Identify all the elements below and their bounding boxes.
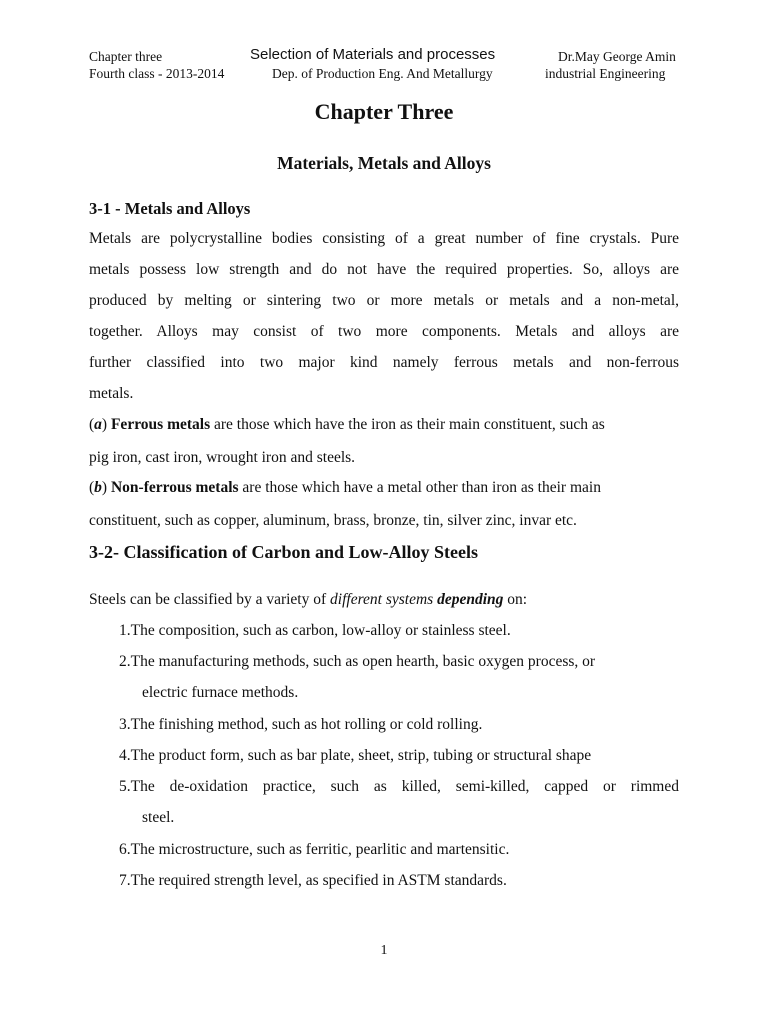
list-item-continuation: steel. (142, 809, 175, 826)
intro-emphasis: different systems (330, 591, 434, 608)
paragraph-line: pig iron, cast iron, wrought iron and steels. (89, 449, 356, 466)
header-chapter-label: Chapter three (89, 49, 163, 64)
paragraph-line: metals. (89, 385, 134, 402)
header-field: industrial Engineering (545, 66, 666, 81)
term-ferrous-metals: Ferrous metals (110, 416, 211, 433)
intro-line (89, 590, 679, 610)
paragraph-line: together. Alloys may consist of two more components. Metals and alloys are (89, 323, 679, 340)
list-item: 7.The required strength level, as specified in ASTM standards. (119, 872, 507, 889)
item-label-a: a (94, 416, 102, 433)
page-number: 1 (380, 943, 388, 958)
intro-strong: depending (437, 591, 504, 608)
list-item: 3.The finishing method, such as hot rolling or cold rolling. (119, 716, 483, 733)
term-non-ferrous-metals: Non-ferrous metals (110, 479, 239, 496)
header-author: Dr.May George Amin (558, 49, 676, 64)
paragraph-line: further classified into two major kind namely ferrous metals and non-ferrous (89, 354, 679, 371)
intro-text: Steels can be classified by a variety of (89, 591, 331, 608)
list-item-continuation: electric furnace methods. (142, 684, 299, 701)
header-course-title: Selection of Materials and processes (250, 46, 496, 63)
section-heading-metals-alloys: 3-1 - Metals and Alloys (89, 199, 251, 218)
paragraph-line: constituent, such as copper, aluminum, brass, bronze, tin, silver zinc, invar etc. (89, 512, 577, 529)
chapter-subtitle: Materials, Metals and Alloys (277, 153, 491, 173)
ferrous-definition: (a) Ferrous metals are those which have the iron as their main constituent, such as (89, 416, 605, 433)
chapter-title: Chapter Three (314, 99, 454, 124)
section-heading-steel-classification: 3-2- Classification of Carbon and Low-Alloy Steels (89, 542, 479, 562)
paragraph-line: metals possess low strength and do not have the required properties. So, alloys are (89, 261, 679, 278)
ferrous-definition-text: are those which have the iron as their main constituent, such as (210, 416, 605, 433)
non-ferrous-definition: (b) Non-ferrous metals are those which have a metal other than iron as their main (89, 479, 601, 496)
paragraph-line: Metals are polycrystalline bodies consisting of a great number of fine crystals. Pure (89, 230, 679, 247)
list-item: 4.The product form, such as bar plate, sheet, strip, tubing or structural shape (119, 747, 592, 764)
paragraph-line: produced by melting or sintering two or more metals or metals and a non-metal, (89, 292, 679, 309)
list-item: 6.The microstructure, such as ferritic, pearlitic and martensitic. (119, 841, 510, 858)
non-ferrous-definition-text: are those which have a metal other than iron as their main (238, 479, 601, 496)
header-class-label: Fourth class - 2013-2014 (89, 66, 225, 81)
list-item: 2.The manufacturing methods, such as open hearth, basic oxygen process, or (119, 653, 596, 670)
intro-text-end: on: (503, 591, 528, 608)
header-department: Dep. of Production Eng. And Metallurgy (272, 66, 493, 81)
item-label-b: b (94, 479, 102, 496)
list-item: 1.The composition, such as carbon, low-alloy or stainless steel. (119, 622, 511, 639)
list-item: 5.The de-oxidation practice, such as killed, semi-killed, capped or rimmed (119, 778, 679, 795)
